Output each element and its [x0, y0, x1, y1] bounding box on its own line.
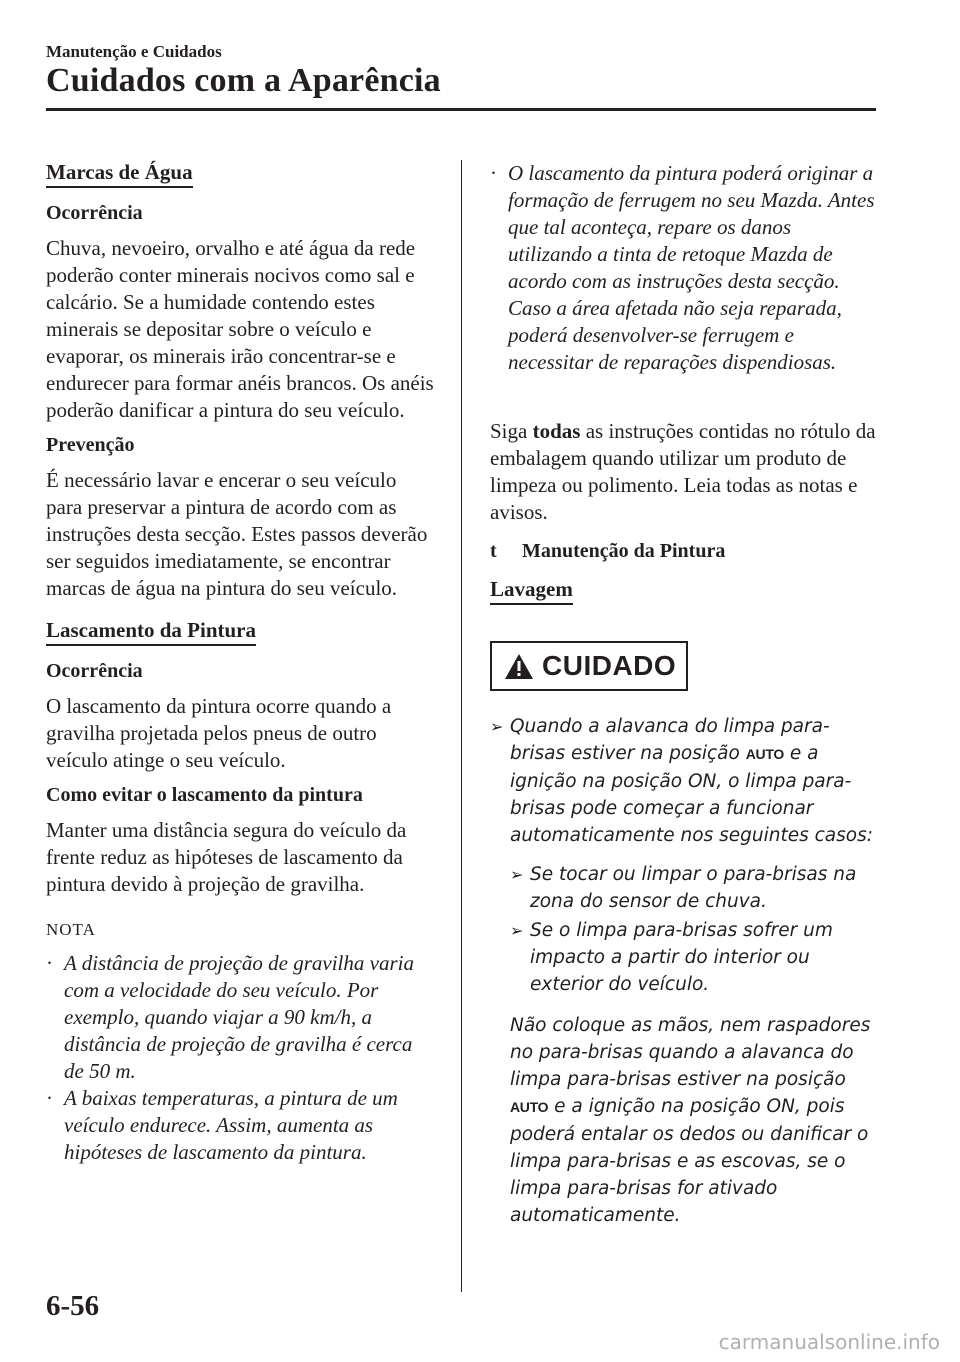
- caution-label: CUIDADO: [542, 650, 677, 681]
- section-marker-icon: t: [490, 540, 497, 562]
- caution-item: [490, 713, 880, 849]
- subtitle-evitar: Como evitar o lascamento da pintura: [46, 784, 363, 806]
- nota-item-text: O lascamento da pintura poderá originar a formação de ferrugem no seu Mazda. Antes que tal aconteça, repare os danos utilizando a tinta de retoque Mazda de acordo com as instruções desta secção. Caso a área afetada não seja reparada, poderá desenvolver-se ferrugem e necessitar de reparações dispendiosas.: [508, 161, 875, 374]
- nota-item: [46, 1085, 436, 1166]
- right-column: [490, 160, 880, 1229]
- subtitle-prevencao: Prevenção: [46, 434, 135, 456]
- left-column: [46, 160, 436, 1166]
- nota-item: [490, 160, 880, 376]
- caution-box: [490, 641, 688, 691]
- arrow-right-icon: ➢: [490, 717, 504, 736]
- subtitle-ocorrencia: Ocorrência: [46, 202, 143, 224]
- caution-subitem: [510, 917, 880, 998]
- siga-text-bold: todas: [532, 419, 581, 443]
- nota-item: [46, 950, 436, 1085]
- page-title: Cuidados com a Aparência: [46, 62, 441, 99]
- subtitle-manutencao: [490, 540, 880, 563]
- manutencao-title: Manutenção da Pintura: [522, 540, 726, 562]
- paragraph-ocorrencia-2: O lascamento da pintura ocorre quando a gravilha projetada pelos pneus de outro veículo atinge o seu veículo.: [46, 694, 392, 772]
- paragraph-siga: [490, 418, 880, 526]
- auto-symbol: AUTO: [745, 746, 784, 762]
- column-divider: [461, 160, 462, 1292]
- nota-label: NOTA: [46, 920, 96, 939]
- caution-subitem: [510, 861, 880, 915]
- bullet-dot-icon: ·: [46, 951, 53, 975]
- header-divider: [46, 108, 876, 111]
- nota-item-text: A distância de projeção de gravilha varia com a velocidade do seu veículo. Por exemplo, quando viajar a 90 km/h, a distância de projeção de gravilha é cerca de 50 m.: [64, 951, 414, 1083]
- page-number: 6-56: [46, 1290, 100, 1322]
- paragraph-prevencao: É necessário lavar e encerar o seu veículo para preservar a pintura de acordo com as instruções desta secção. Estes passos deverão ser seguidos imediatamente, se encontrar marcas de água na pintura do seu veículo.: [46, 468, 428, 600]
- caution-subitem-text: Se tocar ou limpar o para-brisas na zona do sensor de chuva.: [530, 864, 857, 912]
- paragraph-ocorrencia: Chuva, nevoeiro, orvalho e até água da rede poderão conter minerais nocivos como sal e calcário. Se a humidade contendo estes minerais se depositar sobre o veículo e evaporar, os minerais irão concentrar-se e endurecer para formar anéis brancos. Os anéis poderão danificar a pintura do seu veículo.: [46, 236, 434, 422]
- header-section-label: Manutenção e Cuidados: [46, 42, 222, 61]
- siga-text-end: as instruções contidas no rótulo da embalagem quando utilizar um produto de limpeza ou polimento. Leia todas as notas e avisos.: [490, 419, 876, 524]
- caution-subitem-text: Se o limpa para-brisas sofrer um impacto a partir do interior ou exterior do veículo.: [530, 920, 833, 995]
- auto-symbol: AUTO: [510, 1099, 549, 1115]
- caution-item-text-end: e a ignição na posição ON, o limpa para-brisas pode começar a funcionar automaticamente nos seguintes casos:: [510, 743, 873, 846]
- caution-paragraph-text-end: e a ignição na posição ON, pois poderá entalar os dedos ou danificar o limpa para-brisas e as escovas, se o limpa para-brisas for ativado automaticamente.: [510, 1096, 869, 1226]
- arrow-right-icon: ➢: [510, 865, 524, 884]
- nota-item-text: A baixas temperaturas, a pintura de um veículo endurece. Assim, aumenta as hipóteses de lascamento da pintura.: [64, 1086, 398, 1164]
- siga-text-start: Siga: [490, 419, 533, 443]
- arrow-right-icon: ➢: [510, 921, 524, 940]
- caution-paragraph-text-start: Não coloque as mãos, nem raspadores no para-brisas quando a alavanca do limpa para-brisas estiver na posição: [510, 1015, 871, 1090]
- section-title-marcas: Marcas de Água: [46, 160, 193, 188]
- bullet-dot-icon: ·: [46, 1086, 53, 1110]
- section-title-lascamento: Lascamento da Pintura: [46, 618, 256, 646]
- caution-content: [490, 713, 880, 1229]
- paragraph-evitar: Manter uma distância segura do veículo da frente reduz as hipóteses de lascamento da pintura devido à projeção de gravilha.: [46, 818, 407, 896]
- warning-triangle-icon: [504, 653, 534, 680]
- caution-paragraph: [490, 1012, 880, 1229]
- bullet-dot-icon: ·: [490, 161, 497, 185]
- watermark: carmanualsonline.info: [718, 1330, 940, 1354]
- section-title-lavagem: Lavagem: [490, 577, 573, 605]
- subtitle-ocorrencia-2: Ocorrência: [46, 660, 143, 682]
- caution-item-text-start: Quando a alavanca do limpa para-brisas estiver na posição: [510, 716, 830, 764]
